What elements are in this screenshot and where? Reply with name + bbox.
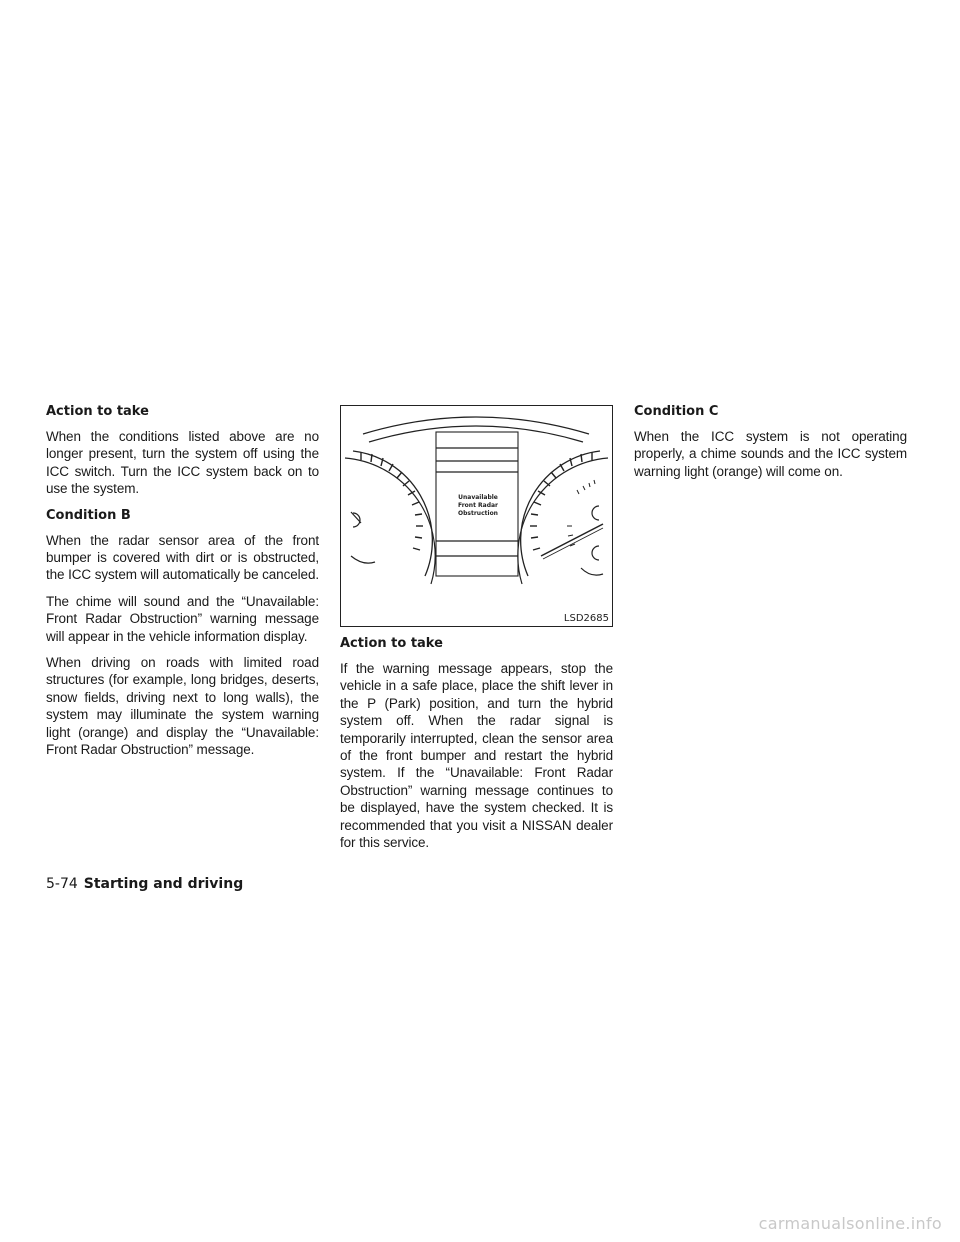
paragraph-condition-c: When the ICC system is not operating properly, a chime sounds and the ICC system warning light (orange) will come on. xyxy=(634,429,907,479)
section-title: Starting and driving xyxy=(83,876,244,892)
display-warning-message xyxy=(437,494,519,518)
heading-condition-b: Condition B xyxy=(46,507,131,523)
paragraph-condition-b-1: When the radar sensor area of the front bumper is covered with dirt or is obstructed, the ICC system will automatically be canceled. xyxy=(46,532,320,583)
heading-action-to-take: Action to take xyxy=(46,404,149,419)
display-message-line-2: Front Radar Obstruction xyxy=(458,502,498,517)
column-left xyxy=(46,403,319,768)
instrument-cluster-figure xyxy=(340,405,613,627)
page-number: 5-74 xyxy=(46,876,78,892)
heading-action-to-take-2: Action to take xyxy=(340,636,443,651)
paragraph-condition-b-2: The chime will sound and the “Unavailable: Front Radar Obstruction” warning message will appear in the vehicle information display. xyxy=(46,593,319,644)
paragraph-action: When the conditions listed above are no longer present, turn the system off using the ICC switch. Turn the ICC system back on to use the system. xyxy=(46,429,319,497)
paragraph-condition-b-3: When driving on roads with limited road structures (for example, long bridges, deserts, snow fields, driving next to long walls), the system may illuminate the system warning light (orange) and display the “Unavailable: Front Radar Obstruction” message. xyxy=(46,655,319,758)
heading-condition-c: Condition C xyxy=(634,404,719,419)
column-right xyxy=(634,403,907,489)
figure-id: LSD2685 xyxy=(563,613,609,624)
watermark: carmanualsonline.info xyxy=(758,1214,942,1233)
page-footer xyxy=(46,876,243,892)
display-message-line-1: Unavailable xyxy=(458,494,498,501)
column-middle xyxy=(340,403,613,860)
paragraph-action-2: If the warning message appears, stop the vehicle in a safe place, place the shift lever in the P (Park) position, and turn the hybrid system off. When the radar signal is temporarily interrupted, clean the sensor area of the front bumper and restart the hybrid system. If the “Unavailable: Front Radar Obstruction” warning message continues to be displayed, have the system checked. It is recommended that you visit a NISSAN dealer for this service. xyxy=(340,661,613,851)
